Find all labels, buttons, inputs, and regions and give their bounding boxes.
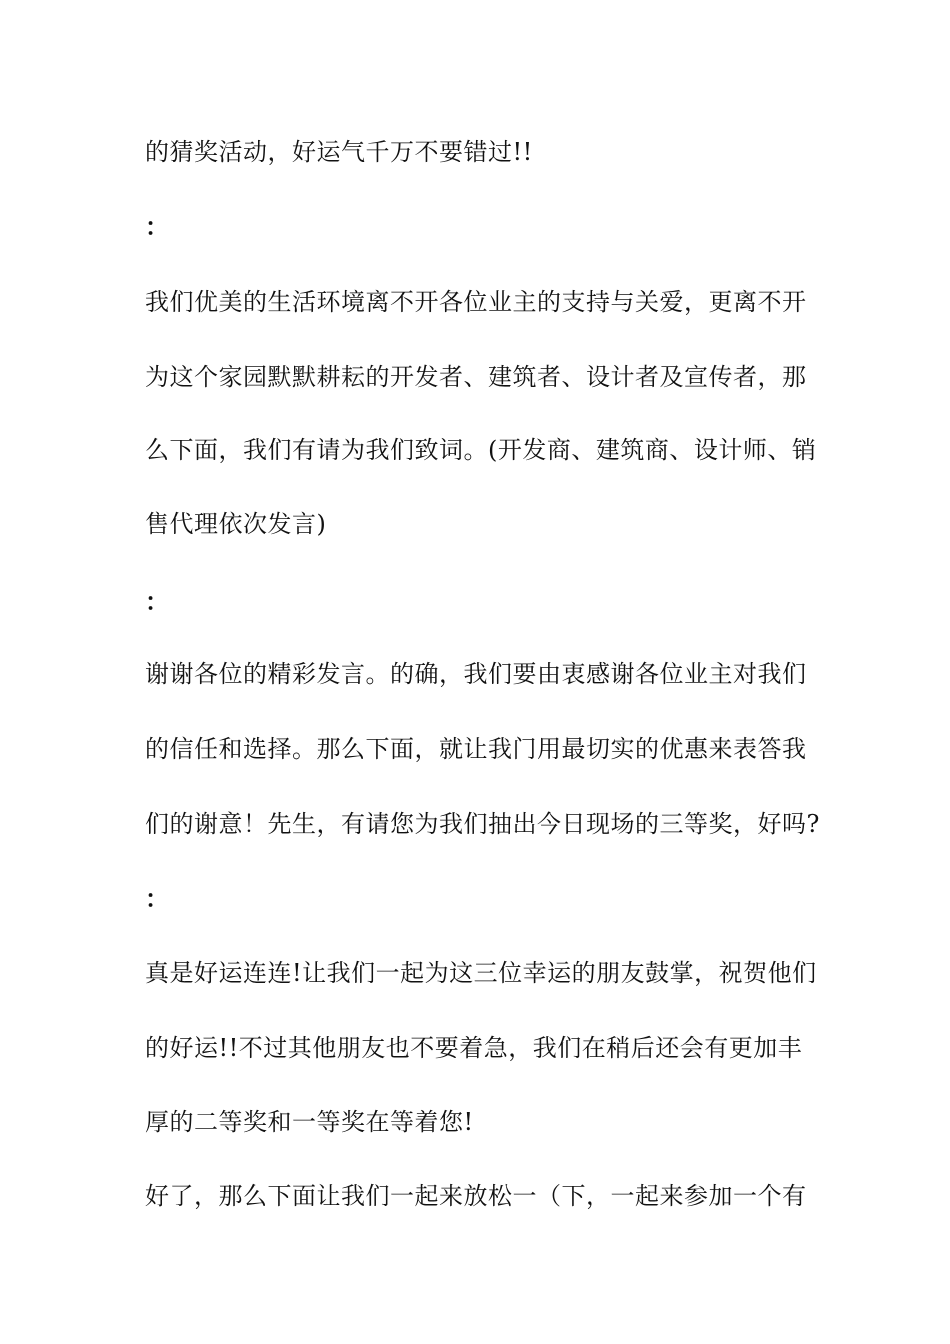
text-line: 谢谢各位的精彩发言。的确，我们要由衷感谢各位业主对我们 <box>145 660 807 688</box>
text-line: 的信任和选择。那么下面，就让我门用最切实的优惠来表答我 <box>145 735 807 763</box>
text-line: 我们优美的生活环境离不开各位业主的支持与关爱，更离不开 <box>145 288 807 316</box>
text-line: 售代理依次发言) <box>145 510 327 538</box>
text-line: 真是好运连连!让我们一起为这三位幸运的朋友鼓掌，祝贺他们 <box>145 959 817 987</box>
text-line: 的好运!!不过其他朋友也不要着急，我们在稍后还会有更加丰 <box>145 1034 803 1062</box>
text-line: 好了，那么下面让我们一起来放松一（下，一起来参加一个有 <box>145 1182 807 1210</box>
text-line: 为这个家园默默耕耘的开发者、建筑者、设计者及宣传者，那 <box>145 363 807 391</box>
text-line: 厚的二等奖和一等奖在等着您! <box>145 1108 474 1136</box>
text-line: 么下面，我们有请为我们致词。(开发商、建筑商、设计师、销 <box>145 436 817 464</box>
text-line: 们的谢意！先生，有请您为我们抽出今日现场的三等奖，好吗? <box>145 810 820 838</box>
speaker-colon: ： <box>145 212 169 241</box>
text-line: 的猜奖活动，好运气千万不要错过!! <box>145 138 533 166</box>
speaker-colon: ： <box>145 587 169 616</box>
speaker-colon: ： <box>145 884 169 913</box>
